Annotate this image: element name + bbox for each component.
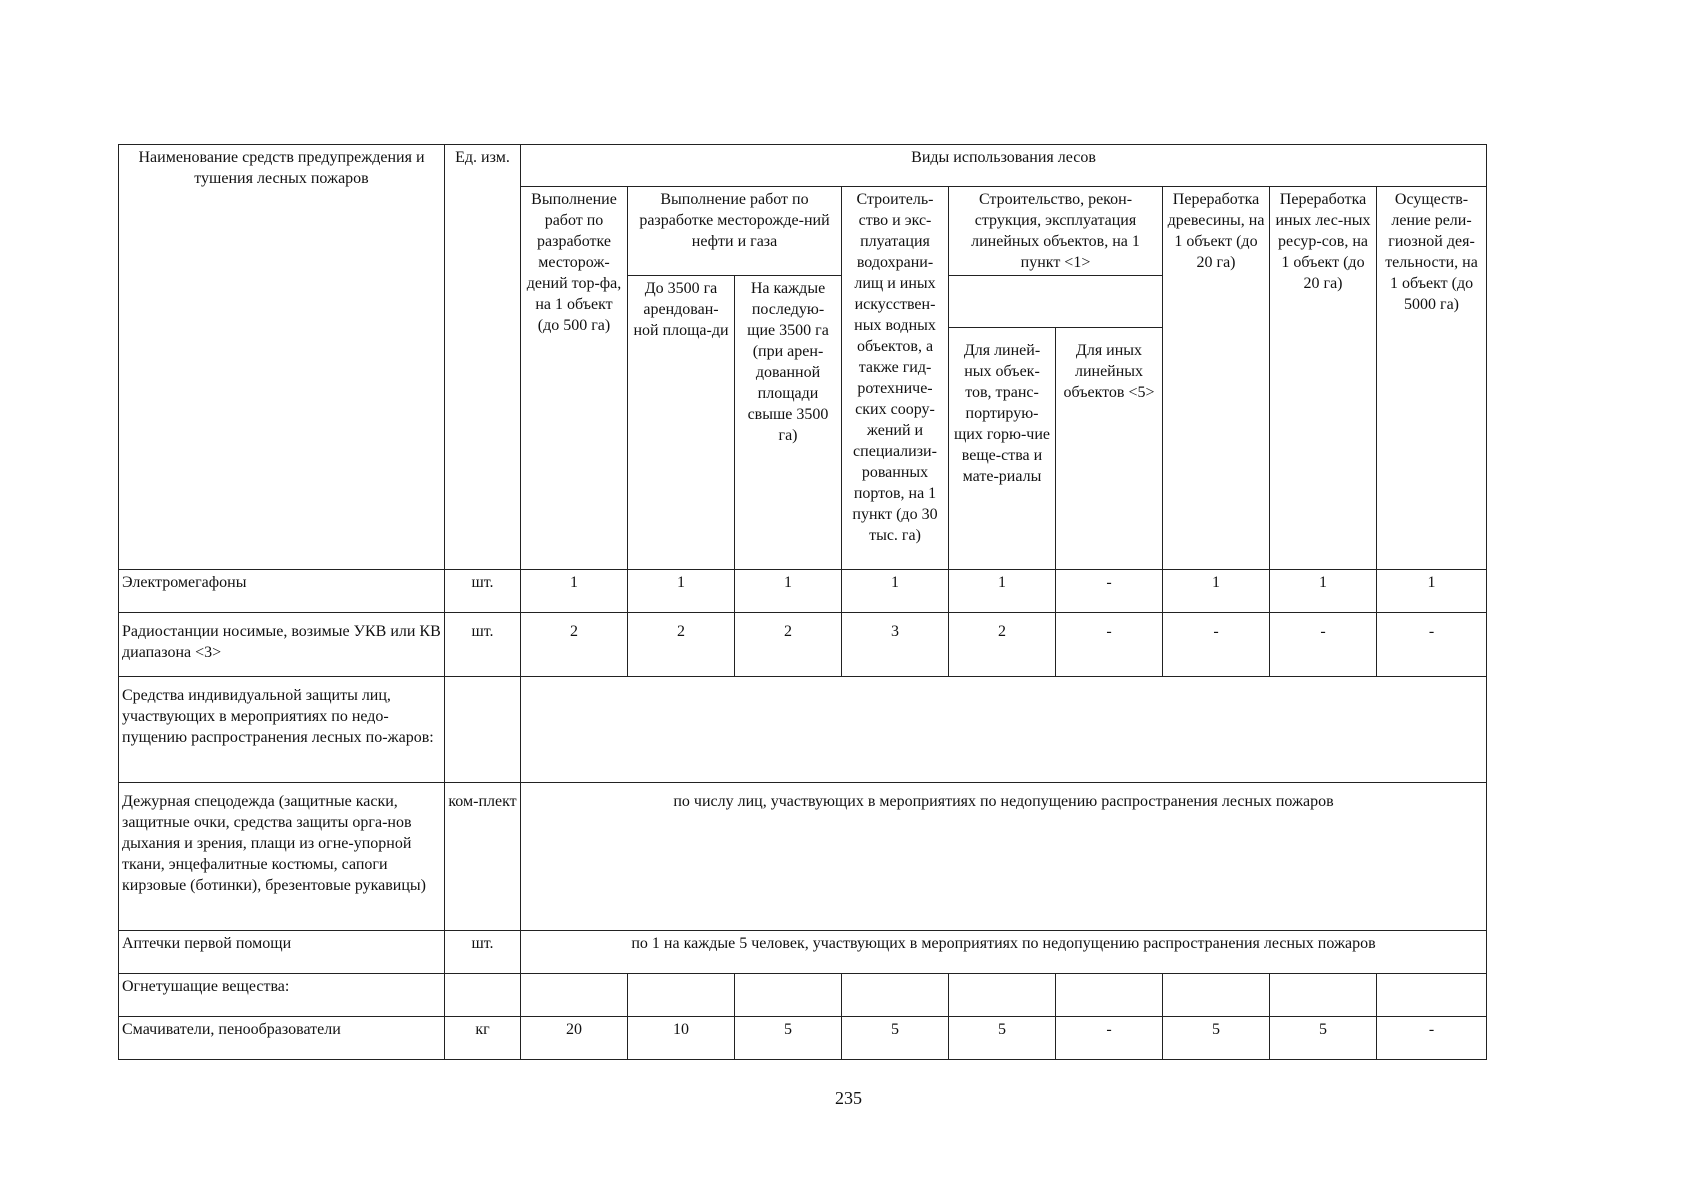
cell: 20	[521, 1017, 628, 1060]
cell: 1	[1163, 570, 1270, 613]
cell: 1	[521, 570, 628, 613]
empty-cell	[1270, 974, 1377, 1017]
row-name: Аптечки первой помощи	[119, 931, 445, 974]
header-water: Строитель-ство и экс-плуатация водохрани-лищ и иных искусствен-ных водных объектов, а также гид-ротехниче-ских соору-жений и специализи-рованных портов, на 1 пункт (до 30 тыс. га)	[842, 187, 949, 570]
header-religious: Осуществ-ление рели-гиозной дея-тельности, на 1 объект (до 5000 га)	[1377, 187, 1487, 570]
cell: 1	[842, 570, 949, 613]
cell: -	[1377, 613, 1487, 677]
header-wood: Переработка древесины, на 1 объект (до 20 га)	[1163, 187, 1270, 570]
cell: -	[1377, 1017, 1487, 1060]
header-linear-b: Для иных линейных объектов <5>	[1056, 328, 1163, 570]
row-unit: шт.	[445, 613, 521, 677]
fire-equipment-table	[118, 144, 1487, 1060]
cell: 5	[1270, 1017, 1377, 1060]
table-row	[119, 783, 1487, 931]
empty-cell	[949, 974, 1056, 1017]
cell: 2	[949, 613, 1056, 677]
header-linear-spacer	[949, 276, 1163, 328]
merged-cell: по 1 на каждые 5 человек, участвующих в мероприятиях по недопущению распространения лесных пожаров	[521, 931, 1487, 974]
empty-cell	[521, 677, 1487, 783]
cell: -	[1056, 570, 1163, 613]
cell: -	[1056, 1017, 1163, 1060]
empty-cell	[735, 974, 842, 1017]
table-row	[119, 570, 1487, 613]
header-linear: Строительство, рекон-струкция, эксплуатация линейных объектов, на 1 пункт <1>	[949, 187, 1163, 276]
header-linear-a: Для линей-ных объек-тов, транс-портирую-щих горю-чие веще-ства и мате-риалы	[949, 328, 1056, 570]
header-other-resources: Переработка иных лес-ных ресур-сов, на 1 объект (до 20 га)	[1270, 187, 1377, 570]
row-unit: ком-плект	[445, 783, 521, 931]
header-name: Наименование средств предупреждения и тушения лесных пожаров	[119, 145, 445, 570]
cell: 5	[735, 1017, 842, 1060]
row-name: Электромегафоны	[119, 570, 445, 613]
cell: 1	[735, 570, 842, 613]
empty-cell	[842, 974, 949, 1017]
header-oil-gas-a: До 3500 га арендован-ной площа-ди	[628, 276, 735, 570]
row-name: Смачиватели, пенообразователи	[119, 1017, 445, 1060]
cell: 1	[1270, 570, 1377, 613]
empty-cell	[445, 677, 521, 783]
table-row	[119, 613, 1487, 677]
section-protection: Средства индивидуальной защиты лиц, участвующих в мероприятиях по недо-пущению распространения лесных по-жаров:	[119, 677, 445, 783]
cell: -	[1056, 613, 1163, 677]
table-row	[119, 931, 1487, 974]
cell: 1	[949, 570, 1056, 613]
empty-cell	[445, 974, 521, 1017]
table-row	[119, 1017, 1487, 1060]
table-row	[119, 974, 1487, 1017]
cell: 5	[949, 1017, 1056, 1060]
cell: 3	[842, 613, 949, 677]
header-oil-gas: Выполнение работ по разработке месторожде-ний нефти и газа	[628, 187, 842, 276]
empty-cell	[1056, 974, 1163, 1017]
cell: -	[1163, 613, 1270, 677]
cell: 2	[735, 613, 842, 677]
row-unit: шт.	[445, 931, 521, 974]
header-unit: Ед. изм.	[445, 145, 521, 570]
empty-cell	[1377, 974, 1487, 1017]
header-peat: Выполнение работ по разработке месторож-дений тор-фа, на 1 объект (до 500 га)	[521, 187, 628, 570]
header-oil-gas-b: На каждые последую-щие 3500 га (при арен-дованной площади свыше 3500 га)	[735, 276, 842, 570]
cell: 5	[842, 1017, 949, 1060]
row-unit: шт.	[445, 570, 521, 613]
empty-cell	[521, 974, 628, 1017]
page-number: 235	[835, 1088, 862, 1108]
header-group-title: Виды использования лесов	[521, 145, 1487, 187]
cell: 1	[1377, 570, 1487, 613]
row-unit: кг	[445, 1017, 521, 1060]
cell: 2	[521, 613, 628, 677]
empty-cell	[1163, 974, 1270, 1017]
table-row	[119, 677, 1487, 783]
cell: 1	[628, 570, 735, 613]
merged-cell: по числу лиц, участвующих в мероприятиях по недопущению распространения лесных пожаров	[521, 783, 1487, 931]
empty-cell	[628, 974, 735, 1017]
cell: 10	[628, 1017, 735, 1060]
row-name: Дежурная спецодежда (защитные каски, защитные очки, средства защиты орга-нов дыхания и зрения, плащи из огне-упорной ткани, энцефалитные костюмы, сапоги кирзовые (ботинки), брезентовые рукавицы)	[119, 783, 445, 931]
section-extinguish: Огнетушащие вещества:	[119, 974, 445, 1017]
cell: -	[1270, 613, 1377, 677]
cell: 2	[628, 613, 735, 677]
row-name: Радиостанции носимые, возимые УКВ или КВ диапазона <3>	[119, 613, 445, 677]
cell: 5	[1163, 1017, 1270, 1060]
